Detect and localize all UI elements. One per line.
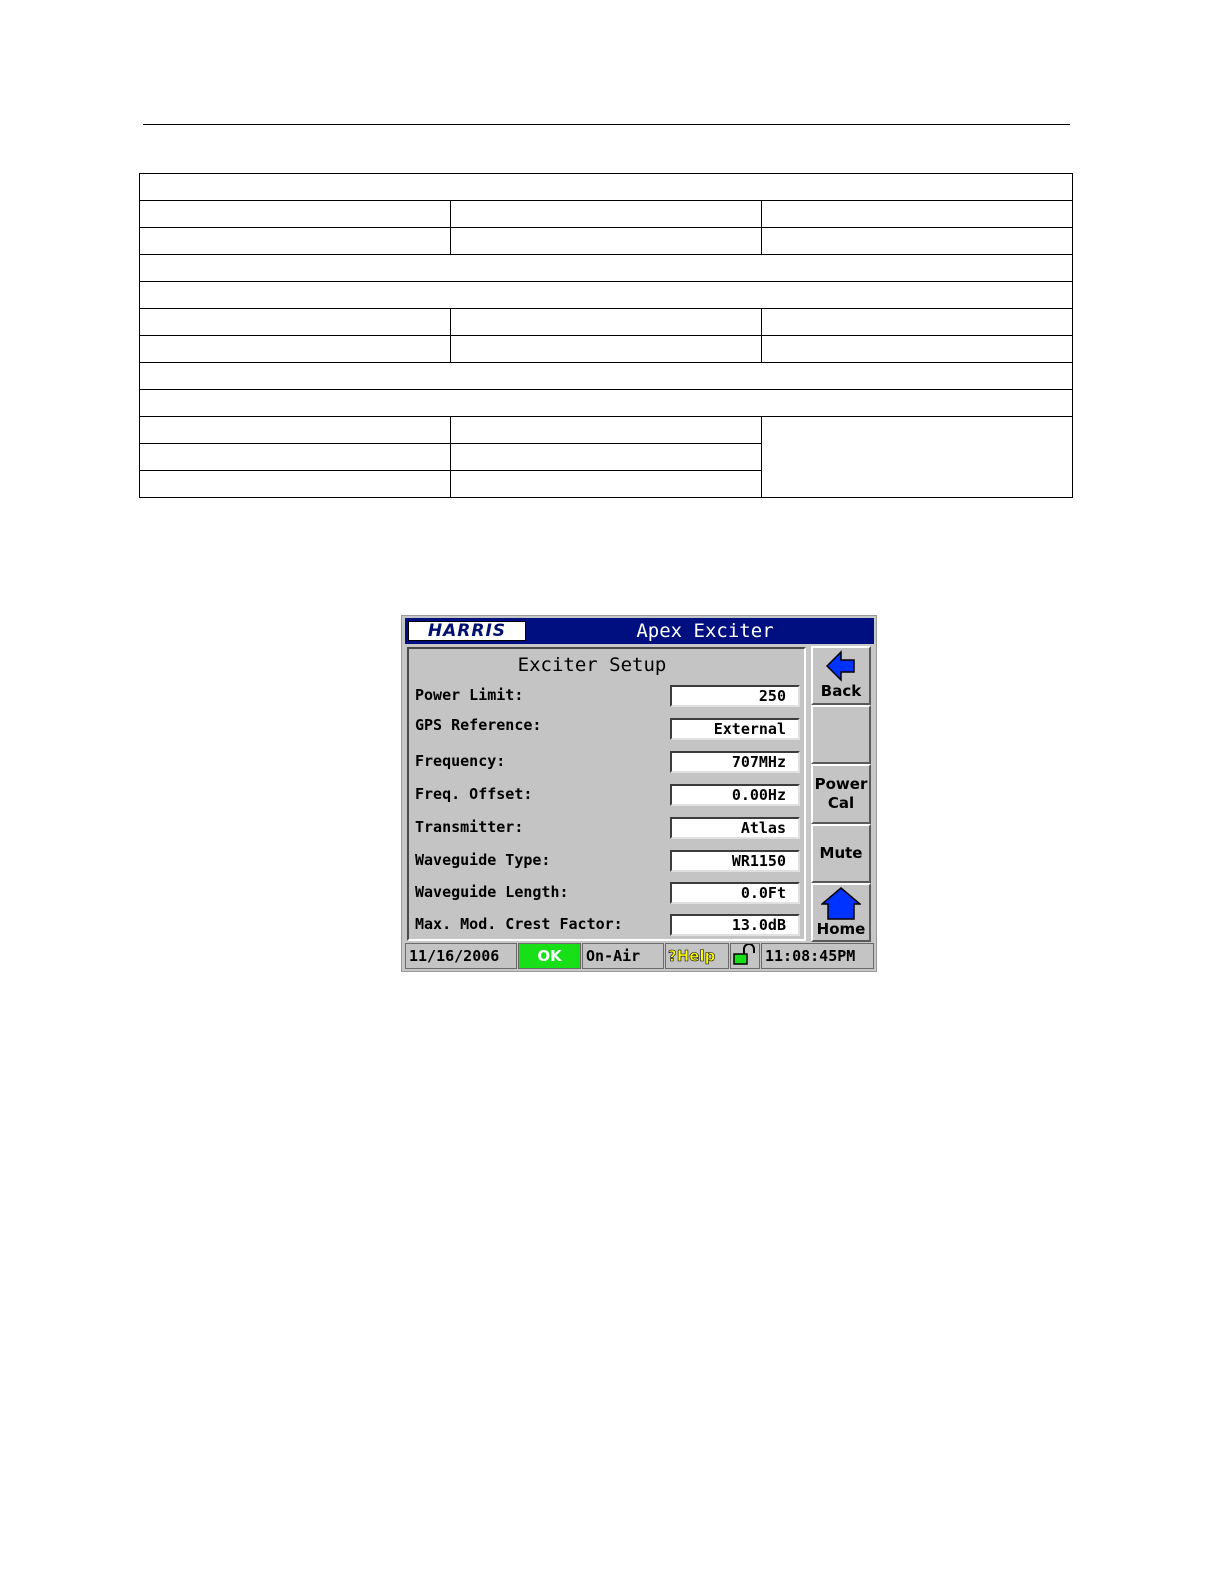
harris-logo [408,621,526,641]
help-label: Help [676,947,716,965]
page-header-rule [143,124,1070,125]
power-limit-field[interactable]: 250 [670,685,800,707]
question-icon: ? [668,947,677,965]
freq-offset-field[interactable]: 0.00Hz [670,784,800,806]
gps-reference-label: GPS Reference: [415,716,542,734]
lock-toggle[interactable] [730,943,760,969]
transmitter-field[interactable]: Atlas [670,817,800,839]
table-row [140,228,1073,255]
waveguide-type-field[interactable]: WR1150 [670,850,800,872]
logo-text: HARRIS [427,621,507,641]
freq-offset-label: Freq. Offset: [415,785,533,803]
app-title: Apex Exciter [636,620,774,642]
status-ok-badge: OK [518,943,581,969]
table-row [140,201,1073,228]
table-row [140,417,1073,444]
title-bar [405,618,874,644]
exciter-screen [401,615,877,972]
table-row [140,255,1073,282]
crest-factor-field[interactable]: 13.0dB [670,914,800,936]
transmitter-label: Transmitter: [415,818,524,836]
mute-label: Mute [819,844,863,862]
back-arrow-icon [826,650,856,682]
power-cal-button[interactable] [811,764,871,824]
blank-button[interactable] [811,705,871,764]
table-row [140,282,1073,309]
status-mode: On-Air [582,943,664,969]
waveguide-type-label: Waveguide Type: [415,851,551,869]
table-row [140,390,1073,417]
help-button[interactable] [665,943,729,969]
power-cal-label-line1: Power [814,775,868,793]
crest-factor-label: Max. Mod. Crest Factor: [415,915,623,933]
table-row [140,309,1073,336]
panel-title: Exciter Setup [517,654,667,676]
status-date: 11/16/2006 [405,943,517,969]
frequency-field[interactable]: 707MHz [670,751,800,773]
waveguide-length-label: Waveguide Length: [415,883,569,901]
back-label: Back [820,682,862,700]
home-button[interactable] [811,883,871,942]
table-row [140,363,1073,390]
table-row [140,336,1073,363]
frequency-label: Frequency: [415,752,506,770]
gps-reference-field[interactable]: External [670,718,800,740]
power-limit-label: Power Limit: [415,686,524,704]
home-icon [821,887,861,920]
status-time: 11:08:45PM [761,943,874,969]
power-cal-label-line2: Cal [827,794,855,812]
status-bar [405,943,874,969]
back-button[interactable] [811,646,871,705]
mute-button[interactable] [811,824,871,883]
exciter-setup-panel [407,647,806,941]
home-label: Home [816,919,866,938]
blank-parameter-table [139,173,1073,498]
unlock-icon [733,944,757,966]
waveguide-length-field[interactable]: 0.0Ft [670,882,800,904]
table-row [140,174,1073,201]
